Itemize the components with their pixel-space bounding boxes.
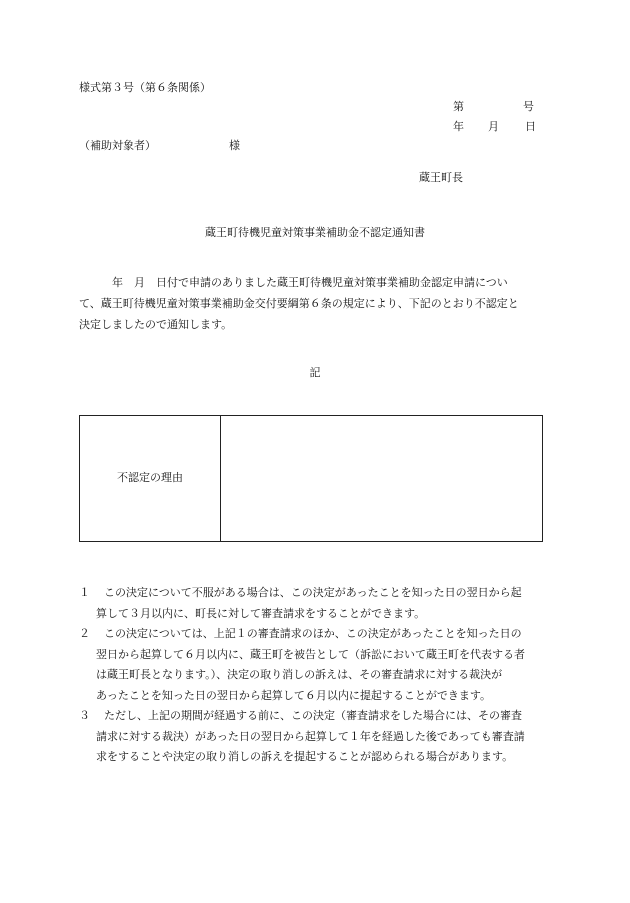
note-line: ただし、上記の期間が経過する前に、この決定（審査請求をした場合には、その審査 [104,709,522,722]
note-line: あったことを知った日の翌日から起算して６月以内に提起することができます。 [96,688,492,702]
ki-heading: 記 [309,366,321,379]
number-prefix: 第 [453,100,464,113]
note-number: ２ [79,627,90,640]
note-line: この決定について不服がある場合は、この決定があったことを知った日の翌日から起 [104,586,522,599]
reason-label: 不認定の理由 [117,471,183,485]
document-number-line [453,100,534,114]
recipient-line [79,139,240,153]
number-suffix: 号 [523,100,534,113]
note-number: １ [79,586,90,599]
date-year: 年 [453,120,464,133]
reason-label-cell [80,416,221,541]
date-line [453,120,536,134]
date-day: 日 [525,120,536,133]
sender: 蔵王町長 [419,171,463,184]
note-number: ３ [79,709,90,722]
note-line: 翌日から起算して６月以内に、蔵王町を被告として（訴訟において蔵王町を代表する者 [96,647,525,661]
note-text [96,624,525,706]
note-line: 求をすることや決定の取り消しの訴えを提起することが認められる場合があります。 [96,750,514,763]
note-item [79,706,549,768]
date-month: 月 [488,120,499,133]
note-text [96,583,522,624]
recipient-label: （補助対象者） [79,139,156,152]
note-text [96,706,525,768]
note-line: 請求に対する裁決）があった日の翌日から起算して１年を経過した後であっても審査請 [96,729,525,743]
document-title: 蔵王町待機児童対策事業補助金不認定通知書 [205,226,425,239]
body-paragraph [79,272,549,335]
reason-value-cell [221,416,542,541]
form-number: 様式第３号（第６条関係） [79,81,211,94]
note-item [79,624,549,706]
note-item [79,583,549,624]
note-line: 算して３月以内に、町長に対して審査請求をすることができます。 [96,606,426,620]
notes-list [79,583,549,768]
body-line: て、蔵王町待機児童対策事業補助金交付要綱第６条の規定により、下記のとおり不認定と [79,297,519,310]
body-line: 決定しましたので通知します。 [79,318,233,331]
recipient-honorific: 様 [229,139,240,152]
body-line: 年 月 日付で申請のありました蔵王町待機児童対策事業補助金認定申請につい [112,276,508,289]
note-line: この決定については、上記１の審査請求のほか、この決定があったことを知った日の [104,627,522,640]
note-line: は蔵王町長となります。）、決定の取り消しの訴えは、その審査請求に対する裁決が [96,668,503,681]
reason-table [79,415,543,542]
